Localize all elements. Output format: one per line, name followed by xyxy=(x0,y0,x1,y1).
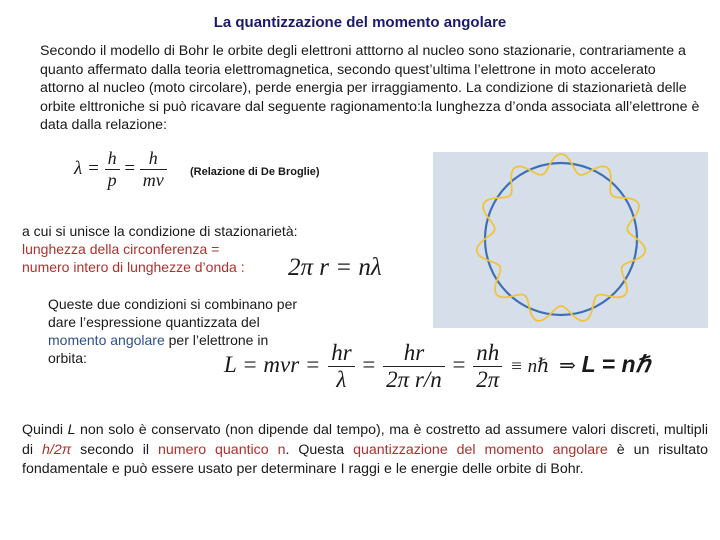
stationarity-intro: a cui si unisce la condizione di stazionarietà: xyxy=(22,223,298,239)
momento-angolare-highlight: momento angolare xyxy=(48,332,165,348)
page-title: La quantizzazione del momento angolare xyxy=(213,14,507,31)
implies-arrow: ⇒ xyxy=(559,354,576,377)
h-over-2pi: h/2π xyxy=(41,441,72,458)
de-broglie-label: (Relazione di De Broglie) xyxy=(190,166,320,178)
stationarity-equation: 2π r = nλ xyxy=(288,254,382,281)
intro-paragraph: Secondo il modello di Bohr le orbite degli elettroni atttorno al nucleo sono stazionarie, contrariamente a quanto affermato dalla teoria elettromagnetica, secondo quest’ultima l’elettrone in moto accelerato attorno al nucleo (moto circolare), perde energia per irraggiamento. La condizione di stazionarietà delle orbite elttroniche si può ricavare dal seguente ragionamento:la lunghezza d’onda associata all’elettrone è data dalla relazione: xyxy=(40,43,700,134)
symbol-L: L xyxy=(67,422,76,438)
stationarity-line1: lunghezza della circonferenza = xyxy=(22,241,220,257)
orbit-circle xyxy=(485,163,637,315)
fraction-nh-over-2pi: $\frac{nh}{2\pi}$ xyxy=(473,340,502,393)
conclusion-paragraph: Quindi L non solo è conservato (non dipende dal tempo), ma è costretto ad assumere valori discreti, multipli di h/2π secondo il numero quantico n. Questa quantizzazione del momento angolare è un risultato fondamentale e può essere usato per determinare I raggi e le energie delle orbite di Bohr. xyxy=(22,422,709,478)
orbit-diagram xyxy=(433,152,708,328)
result-equation: L = nℏ xyxy=(581,350,651,377)
standing-wave-figure xyxy=(433,152,708,328)
angular-momentum-equation: L = mvr = $\frac{hr}{\lambda}$ = $\frac{hr}{\text{2π r/n}}$ = $\frac{nh}{2\pi}$ ≡ nℏ ⇒ L = nℏ xyxy=(224,340,651,392)
stationarity-line2: numero intero di lunghezze d’onda : xyxy=(22,259,245,275)
quantizzazione-highlight: quantizzazione del momento angolare xyxy=(353,441,608,458)
fraction-h-over-mv: $\frac{h}{mv}$ xyxy=(140,148,167,191)
fraction-h-over-p: $\frac{h}{p}$ xyxy=(105,148,120,191)
fraction-hr-over-lambda: $\frac{hr}{\lambda}$ xyxy=(328,340,354,393)
eq-equals: = xyxy=(124,157,136,179)
combine-paragraph: Queste due condizioni si combinano per dare l’espressione quantizzata del momento angolare per l’elettrone in orbita: xyxy=(48,296,298,366)
standing-wave xyxy=(477,154,645,321)
de-broglie-equation xyxy=(74,148,167,191)
equiv-nhbar: ≡ nℏ xyxy=(510,355,550,377)
eq-lhs: L = mvr = xyxy=(224,351,321,377)
fraction-hr-over-2pir-n: $\frac{hr}{\text{2π r/n}}$ xyxy=(383,340,445,393)
numero-quantico-highlight: numero quantico n xyxy=(157,441,286,458)
eq-lhs: λ = xyxy=(74,157,100,179)
